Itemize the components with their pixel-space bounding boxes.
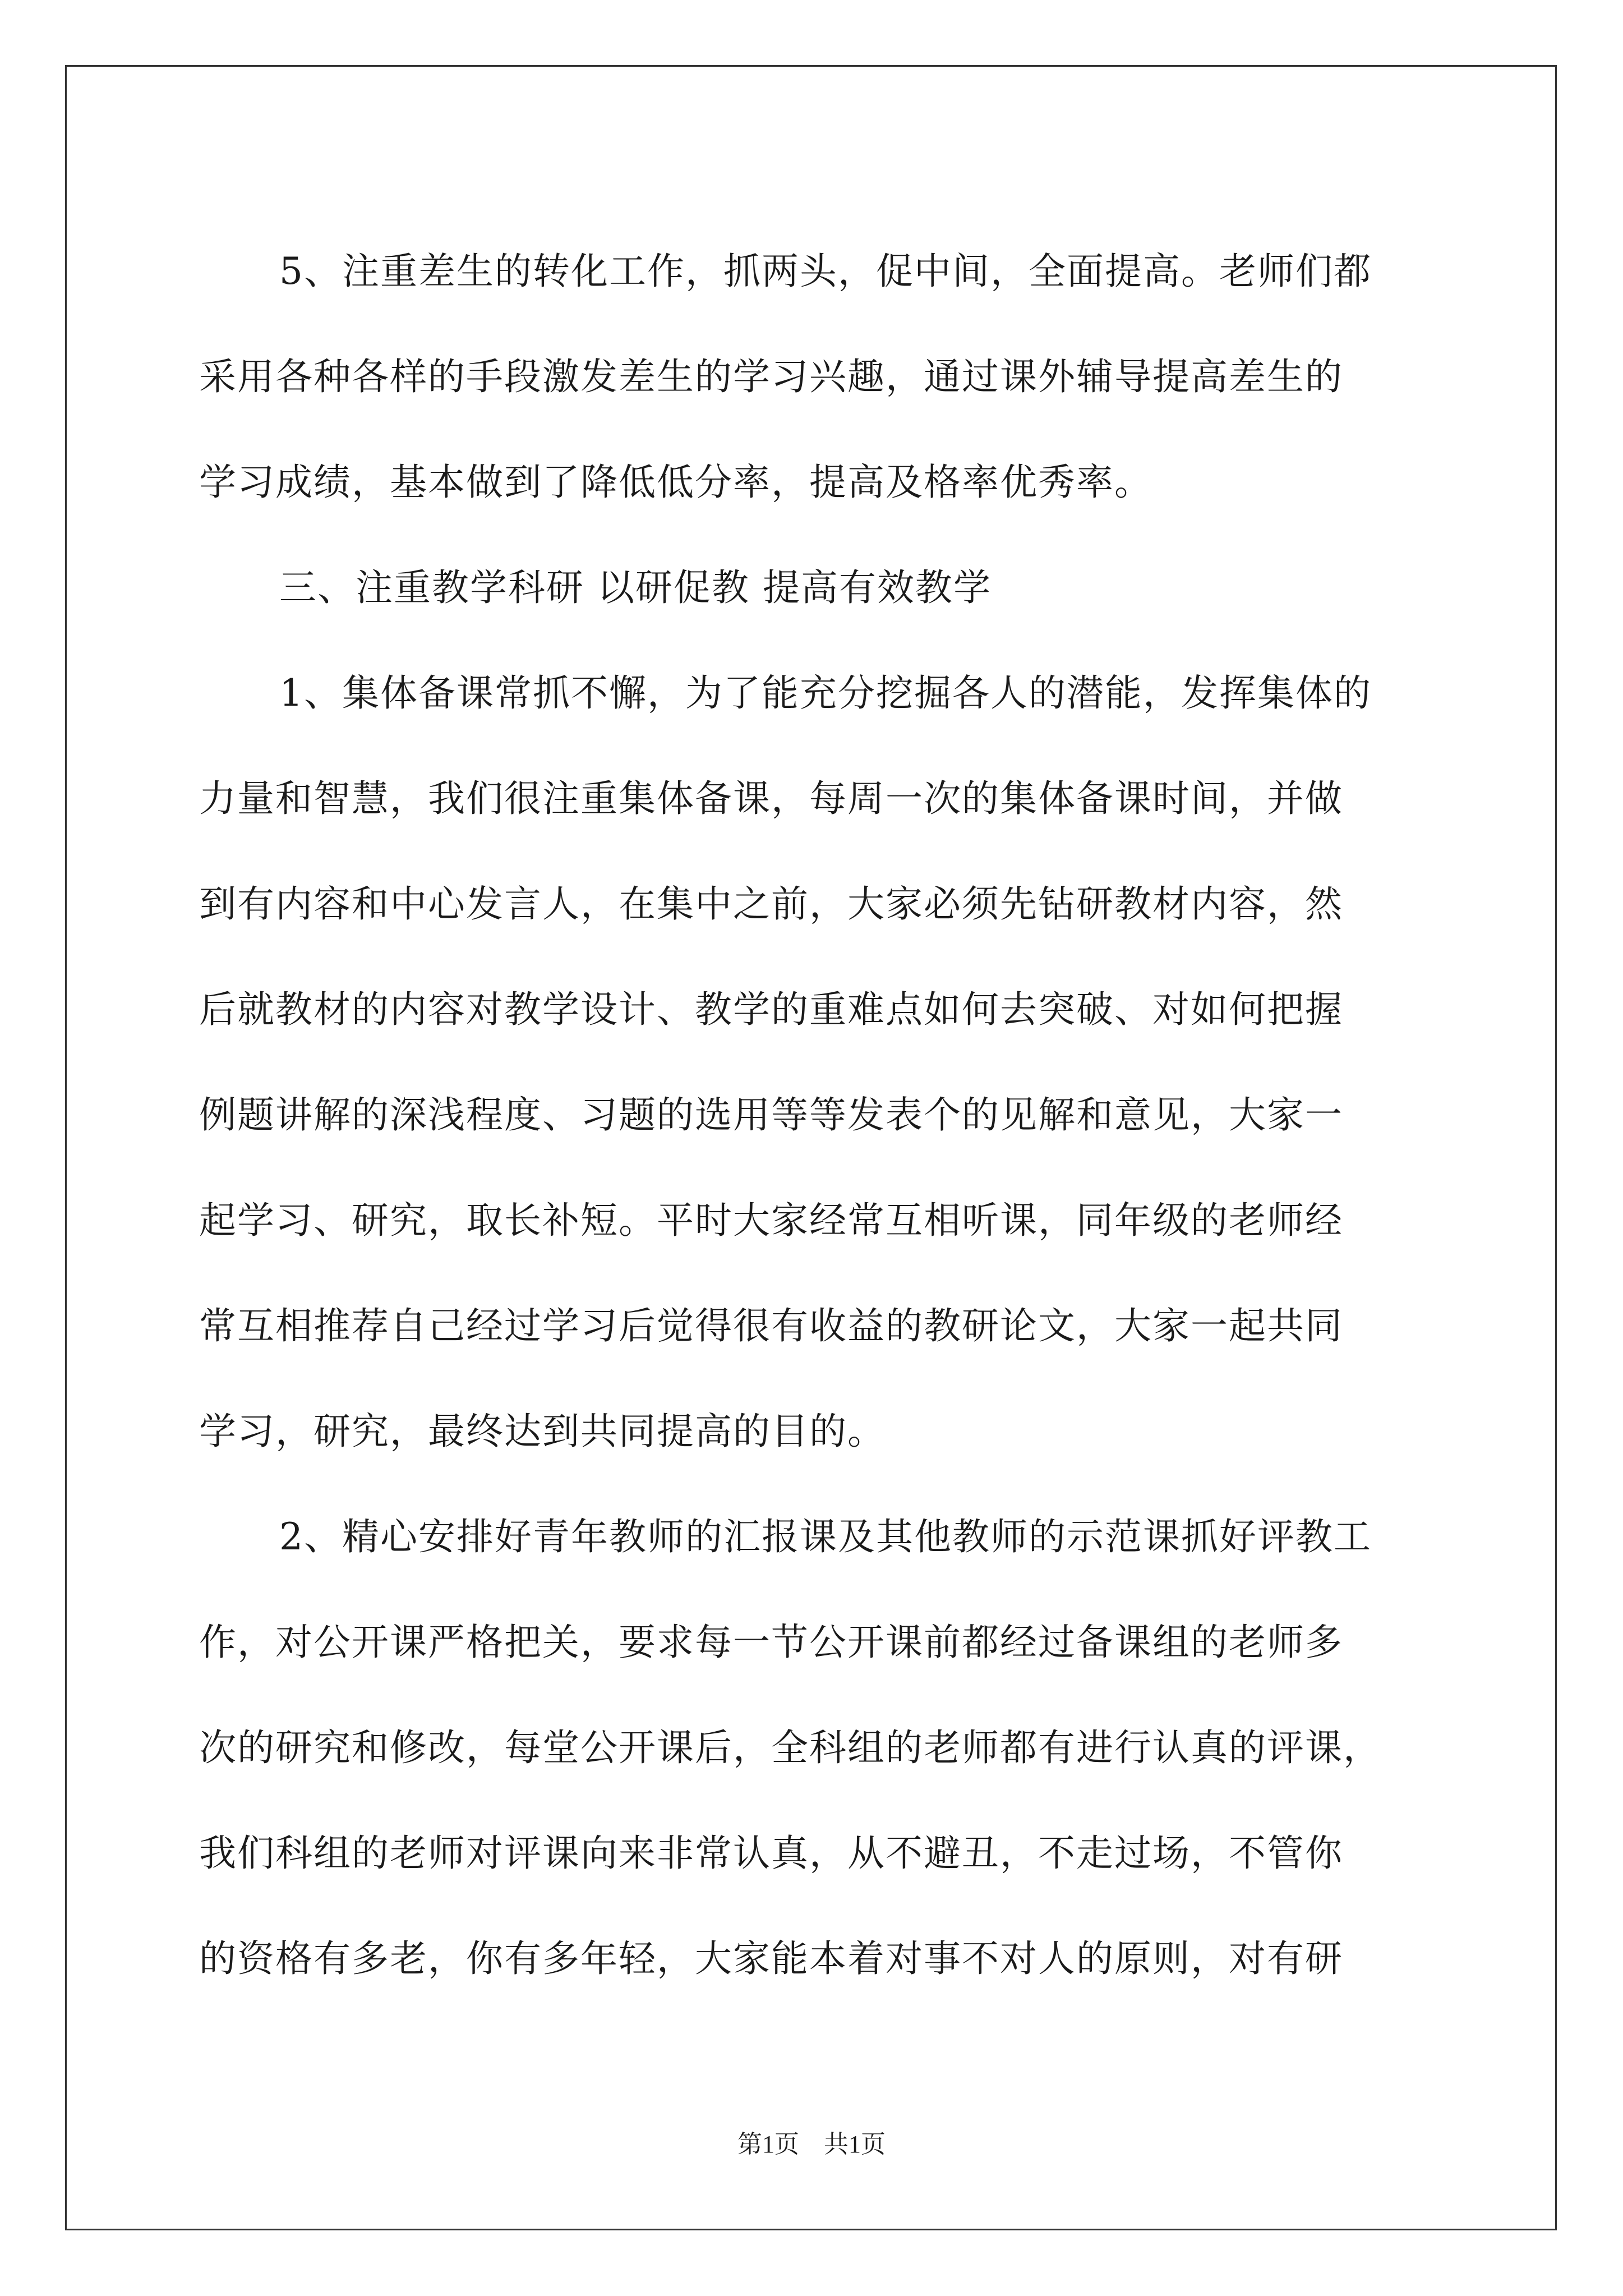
text-line: 作，对公开课严格把关，要求每一节公开课前都经过备课组的老师多 xyxy=(199,1621,1343,1664)
text-line: 次的研究和修改，每堂公开课后，全科组的老师都有进行认真的评课， xyxy=(199,1726,1381,1769)
text-line: 力量和智慧，我们很注重集体备课，每周一次的集体备课时间，并做 xyxy=(199,777,1343,820)
text-line: 到有内容和中心发言人，在集中之前，大家必须先钻研教材内容，然 xyxy=(199,882,1343,926)
text-line: 2、精心安排好青年教师的汇报课及其他教师的示范课抓好评教工 xyxy=(279,1515,1372,1558)
text-line: 学习，研究，最终达到共同提高的目的。 xyxy=(199,1410,886,1453)
text-line: 采用各种各样的手段激发差生的学习兴趣，通过课外辅导提高差生的 xyxy=(199,355,1343,398)
text-line: 5、注重差生的转化工作，抓两头，促中间，全面提高。老师们都 xyxy=(279,250,1372,293)
section-heading: 三、注重教学科研 以研促教 提高有效教学 xyxy=(279,566,992,609)
text-line: 常互相推荐自己经过学习后觉得很有收益的教研论文，大家一起共同 xyxy=(199,1304,1343,1347)
text-line: 例题讲解的深浅程度、习题的选用等等发表个的见解和意见，大家一 xyxy=(199,1093,1343,1137)
page-footer: 第1页 共1页 xyxy=(737,2131,886,2158)
text-line: 的资格有多老，你有多年轻，大家能本着对事不对人的原则，对有研 xyxy=(199,1937,1343,1980)
text-line: 起学习、研究，取长补短。平时大家经常互相听课，同年级的老师经 xyxy=(199,1199,1343,1242)
text-line: 学习成绩，基本做到了降低低分率，提高及格率优秀率。 xyxy=(199,461,1152,504)
text-line: 我们科组的老师对评课向来非常认真，从不避丑，不走过场，不管你 xyxy=(199,1832,1343,1875)
document-body xyxy=(199,219,1433,2012)
text-line: 后就教材的内容对教学设计、教学的重难点如何去突破、对如何把握 xyxy=(199,988,1343,1031)
text-line: 1、集体备课常抓不懈，为了能充分挖掘各人的潜能，发挥集体的 xyxy=(279,671,1372,715)
